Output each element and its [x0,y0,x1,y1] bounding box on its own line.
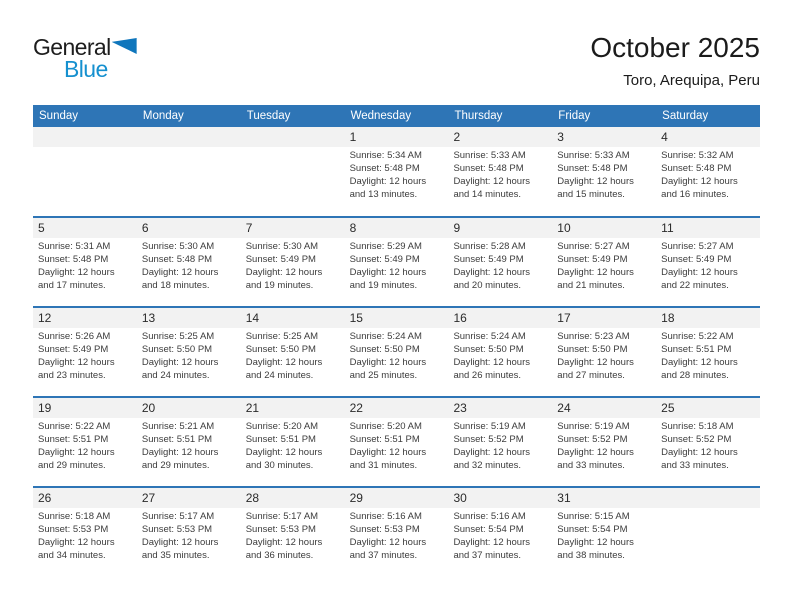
day-detail-line: Daylight: 12 hours [349,357,427,368]
day-detail-line: Daylight: 12 hours [661,447,738,458]
day-number-10: 10 [557,221,571,235]
day-cell-17 [552,328,656,382]
day-detail-line: Sunrise: 5:32 AM [661,150,734,161]
day-detail-line: Sunset: 5:52 PM [557,434,628,445]
day-number-18: 18 [661,311,675,325]
day-detail-line: Sunrise: 5:15 AM [557,511,630,522]
day-detail-line: Sunrise: 5:22 AM [38,421,111,432]
day-detail-line: Sunrise: 5:27 AM [557,241,630,252]
day-detail-line: and 23 minutes. [38,370,106,381]
day-cell-30 [448,508,552,562]
day-number-25: 25 [661,401,675,415]
day-detail-line: Sunset: 5:50 PM [349,344,420,355]
day-detail-line: Sunset: 5:53 PM [141,524,213,535]
day-detail-line: and 13 minutes. [349,189,418,200]
day-number-28: 28 [245,491,260,505]
day-detail-line: Sunset: 5:48 PM [453,163,524,174]
empty-day-number [656,488,760,508]
day-detail-line: Sunrise: 5:17 AM [141,511,215,522]
logo-text-blue: Blue [64,56,108,82]
day-detail-line: and 38 minutes. [557,550,625,561]
day-detail-line: Sunrise: 5:17 AM [245,511,319,522]
day-detail-line: Sunrise: 5:25 AM [141,331,215,342]
day-cell-7 [241,238,345,292]
day-detail-line: and 19 minutes. [245,280,314,291]
day-detail-line: Daylight: 12 hours [245,447,323,458]
weekday-header-wednesday: Wednesday [350,110,412,122]
day-number-9: 9 [453,221,461,235]
day-detail-line: and 29 minutes. [38,460,106,471]
day-detail-line: and 24 minutes. [141,370,210,381]
day-cell-12 [33,328,137,382]
day-cell-23 [448,418,552,472]
empty-day-number [137,127,241,147]
weekday-header-sunday: Sunday [39,110,79,122]
day-detail-line: Daylight: 12 hours [661,267,738,278]
day-number-5: 5 [38,221,45,235]
day-number-13: 13 [141,311,156,325]
day-detail-line: Daylight: 12 hours [38,357,115,368]
day-cell-3 [552,147,656,201]
day-cell-25 [656,418,760,472]
day-detail-line: Sunset: 5:49 PM [453,254,524,265]
day-number-23: 23 [453,401,467,415]
day-detail-line: and 33 minutes. [557,460,625,471]
day-detail-line: and 36 minutes. [245,550,314,561]
day-detail-line: Sunset: 5:51 PM [141,434,213,445]
day-detail-line: Daylight: 12 hours [349,447,427,458]
day-number-2: 2 [453,130,461,144]
day-detail-line: Sunset: 5:51 PM [349,434,420,445]
day-detail-line: Sunset: 5:49 PM [38,344,109,355]
day-detail-line: Daylight: 12 hours [453,537,531,548]
day-detail-line: and 21 minutes. [557,280,625,291]
day-detail-line: Sunrise: 5:30 AM [245,241,319,252]
day-detail-line: Daylight: 12 hours [141,357,219,368]
day-detail-line: Sunrise: 5:27 AM [661,241,734,252]
day-number-14: 14 [245,311,260,325]
day-detail-band [33,418,760,472]
weekday-header-tuesday: Tuesday [246,110,291,122]
day-detail-line: and 33 minutes. [661,460,729,471]
day-detail-line: and 34 minutes. [38,550,106,561]
day-number-8: 8 [349,221,357,235]
day-number-24: 24 [557,401,571,415]
day-number-21: 21 [245,401,260,415]
day-detail-line: Daylight: 12 hours [349,176,427,187]
day-cell-27 [137,508,241,562]
day-detail-line: Daylight: 12 hours [453,357,531,368]
day-cell-4 [656,147,760,201]
week-row [33,486,760,576]
day-detail-line: Sunset: 5:52 PM [453,434,524,445]
day-number-15: 15 [349,311,363,325]
day-cell-28 [241,508,345,562]
day-cell-11 [656,238,760,292]
day-detail-line: Sunrise: 5:20 AM [245,421,319,432]
day-detail-line: and 28 minutes. [661,370,729,381]
day-detail-line: Sunrise: 5:19 AM [557,421,630,432]
logo-text-general: General [33,34,111,60]
day-detail-line: Sunrise: 5:19 AM [453,421,526,432]
day-detail-line: and 20 minutes. [453,280,522,291]
day-number-27: 27 [141,491,156,505]
day-detail-line: Sunrise: 5:30 AM [141,241,215,252]
weekday-header-friday: Friday [558,110,591,122]
day-detail-line: Sunrise: 5:18 AM [661,421,734,432]
day-detail-line: Daylight: 12 hours [349,537,427,548]
page-title: October 2025 [590,32,760,63]
empty-day-cell [137,147,241,201]
day-detail-line: Sunset: 5:50 PM [245,344,316,355]
day-detail-line: Sunrise: 5:16 AM [349,511,422,522]
day-cell-26 [33,508,137,562]
day-number-3: 3 [557,130,564,144]
day-detail-line: Sunset: 5:53 PM [349,524,420,535]
day-detail-line: and 17 minutes. [38,280,106,291]
week-row [33,306,760,396]
day-detail-line: Sunrise: 5:34 AM [349,150,422,161]
day-detail-line: Sunset: 5:52 PM [661,434,732,445]
day-number-30: 30 [453,491,467,505]
day-detail-line: Sunset: 5:51 PM [38,434,109,445]
week-row [33,396,760,486]
day-detail-line: Sunrise: 5:21 AM [141,421,215,432]
day-number-19: 19 [38,401,52,415]
day-detail-line: Daylight: 12 hours [38,447,115,458]
day-cell-31 [552,508,656,562]
day-detail-line: Daylight: 12 hours [453,267,531,278]
day-detail-line: Sunset: 5:49 PM [661,254,732,265]
day-detail-line: Sunset: 5:50 PM [557,344,628,355]
day-detail-line: Sunrise: 5:20 AM [349,421,422,432]
day-detail-line: Sunset: 5:50 PM [453,344,524,355]
day-cell-22 [345,418,449,472]
day-detail-line: Sunset: 5:48 PM [661,163,732,174]
day-detail-line: Daylight: 12 hours [141,537,219,548]
day-detail-line: and 27 minutes. [557,370,625,381]
day-detail-line: Sunset: 5:51 PM [245,434,316,445]
day-number-16: 16 [453,311,467,325]
empty-day-cell [33,147,137,201]
day-number-17: 17 [557,311,571,325]
day-detail-line: Daylight: 12 hours [557,267,634,278]
day-cell-1 [345,147,449,201]
day-cell-10 [552,238,656,292]
day-detail-line: and 35 minutes. [141,550,210,561]
day-cell-9 [448,238,552,292]
day-cell-18 [656,328,760,382]
day-detail-line: and 31 minutes. [349,460,418,471]
day-detail-line: Sunrise: 5:33 AM [453,150,526,161]
empty-day-number [33,127,137,147]
day-cell-2 [448,147,552,201]
day-number-7: 7 [245,221,253,235]
day-number-6: 6 [141,221,149,235]
day-detail-line: Daylight: 12 hours [245,537,323,548]
day-number-band [33,218,760,238]
day-cell-24 [552,418,656,472]
day-detail-line: and 30 minutes. [245,460,314,471]
day-detail-line: and 25 minutes. [349,370,418,381]
day-cell-14 [241,328,345,382]
day-detail-line: Sunset: 5:53 PM [245,524,316,535]
day-detail-line: Daylight: 12 hours [141,267,219,278]
day-detail-line: and 37 minutes. [349,550,418,561]
day-detail-line: and 32 minutes. [453,460,522,471]
day-detail-band [33,147,760,201]
weekday-header-monday: Monday [142,110,184,122]
day-detail-line: Sunrise: 5:24 AM [453,331,526,342]
calendar-weeks [33,127,760,576]
day-detail-line: Sunrise: 5:25 AM [245,331,319,342]
day-detail-line: Sunset: 5:48 PM [557,163,628,174]
day-detail-line: and 14 minutes. [453,189,522,200]
general-blue-logo [33,34,137,82]
logo-triangle-icon [112,38,137,54]
day-cell-16 [448,328,552,382]
day-detail-band [33,328,760,382]
day-detail-line: Sunset: 5:48 PM [349,163,420,174]
day-detail-line: Sunset: 5:50 PM [141,344,213,355]
day-detail-line: Sunset: 5:49 PM [245,254,316,265]
day-detail-line: Daylight: 12 hours [245,357,323,368]
day-detail-line: and 24 minutes. [245,370,314,381]
day-detail-line: and 29 minutes. [141,460,210,471]
day-detail-line: Sunrise: 5:23 AM [557,331,630,342]
day-detail-line: and 26 minutes. [453,370,522,381]
day-detail-line: Sunrise: 5:29 AM [349,241,422,252]
empty-day-cell [241,147,345,201]
day-detail-line: Sunset: 5:49 PM [349,254,420,265]
day-number-31: 31 [557,491,571,505]
day-cell-8 [345,238,449,292]
day-number-20: 20 [141,401,156,415]
day-number-29: 29 [349,491,363,505]
day-detail-line: and 15 minutes. [557,189,625,200]
day-detail-line: Daylight: 12 hours [245,267,323,278]
day-detail-line: and 18 minutes. [141,280,210,291]
day-detail-line: Daylight: 12 hours [557,537,634,548]
day-detail-line: Sunrise: 5:26 AM [38,331,111,342]
day-detail-line: Sunset: 5:53 PM [38,524,109,535]
day-detail-line: Sunset: 5:51 PM [661,344,732,355]
day-number-26: 26 [38,491,52,505]
day-detail-line: Sunrise: 5:28 AM [453,241,526,252]
day-detail-line: Daylight: 12 hours [557,447,634,458]
day-detail-line: Sunset: 5:48 PM [141,254,213,265]
day-detail-band [33,508,760,562]
day-number-4: 4 [661,130,668,144]
week-row [33,216,760,306]
day-detail-line: Daylight: 12 hours [557,176,634,187]
day-number-band [33,127,760,147]
day-detail-line: Sunrise: 5:24 AM [349,331,422,342]
day-detail-line: Daylight: 12 hours [557,357,634,368]
day-detail-line: Sunrise: 5:33 AM [557,150,630,161]
day-detail-line: Sunset: 5:49 PM [557,254,628,265]
day-detail-line: Sunset: 5:54 PM [557,524,628,535]
day-detail-line: and 19 minutes. [349,280,418,291]
empty-day-number [241,127,345,147]
day-detail-line: Sunrise: 5:22 AM [661,331,734,342]
day-cell-20 [137,418,241,472]
day-detail-line: and 37 minutes. [453,550,522,561]
day-cell-21 [241,418,345,472]
day-detail-line: Daylight: 12 hours [349,267,427,278]
day-detail-line: Daylight: 12 hours [661,176,738,187]
day-cell-15 [345,328,449,382]
empty-day-cell [656,508,760,562]
calendar-table [33,105,760,576]
day-detail-line: Sunrise: 5:31 AM [38,241,111,252]
day-detail-line: Daylight: 12 hours [453,176,531,187]
day-cell-29 [345,508,449,562]
day-cell-6 [137,238,241,292]
day-number-1: 1 [349,130,357,144]
day-detail-line: Sunrise: 5:16 AM [453,511,526,522]
day-detail-line: Sunset: 5:54 PM [453,524,524,535]
day-detail-line: and 16 minutes. [661,189,729,200]
day-detail-line: Daylight: 12 hours [38,267,115,278]
day-number-11: 11 [661,221,674,235]
day-detail-line: Daylight: 12 hours [38,537,115,548]
day-detail-line: Daylight: 12 hours [453,447,531,458]
day-cell-5 [33,238,137,292]
day-number-band [33,398,760,418]
day-detail-line: Sunrise: 5:18 AM [38,511,111,522]
page-subtitle: Toro, Arequipa, Peru [623,72,760,89]
day-detail-line: and 22 minutes. [661,280,729,291]
weekday-header-row [33,105,760,127]
day-detail-line: Daylight: 12 hours [661,357,738,368]
day-detail-band [33,238,760,292]
day-detail-line: Daylight: 12 hours [141,447,219,458]
day-number-22: 22 [349,401,363,415]
day-number-band [33,308,760,328]
weekday-header-thursday: Thursday [454,110,503,122]
day-detail-line: Sunset: 5:48 PM [38,254,109,265]
day-number-band [33,488,760,508]
day-number-12: 12 [38,311,52,325]
weekday-header-saturday: Saturday [662,110,709,122]
day-cell-19 [33,418,137,472]
week-row [33,127,760,216]
day-cell-13 [137,328,241,382]
